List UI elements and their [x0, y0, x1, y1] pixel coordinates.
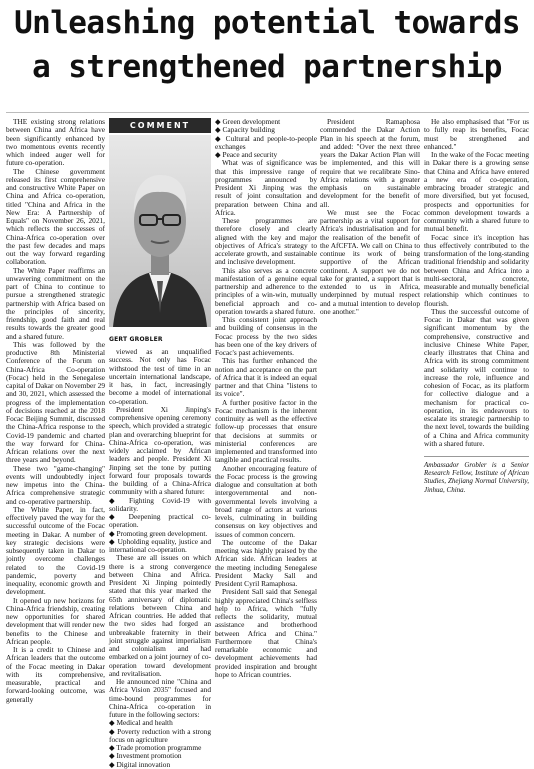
- bullet-item: ◆ Cultural and people-to-people exchanges: [215, 133, 317, 151]
- paragraph: President Ramaphosa commended the Dakar Action Plan in his speech at the forum, and added: "Over the next three years the Dakar Action Plan will be implemented, and this will require that we recalibrate Sino-Africa relations with a greater emphasis on sustainable development for the benefit of all.: [320, 117, 420, 209]
- paragraph: This was followed by the productive 8th Ministerial Conference of the Forum on China-Africa Co-operation (Focac) held in the Senegalese capital of Dakar on November 29 and 30, 2021, which assessed the progress of the implementation of decisions reached at the 2018 Focac Beijing Summit, discussed the China-Africa response to the Covid-19 pandemic and charted the way forward for China-African relations over the next three years and beyond.: [6, 339, 105, 465]
- paragraph: This also serves as a concrete manifestation of a genuine equal partnership and adherence to the principles of a win-win, mutually beneficial approach and co-operation towards a shared future.: [215, 265, 317, 316]
- bullet-item: ◆ Promoting green development.: [109, 528, 208, 538]
- paragraph: The outcome of the Dakar meeting was highly praised by the African side. African leaders at the meeting including Senegalese President Macky Sall and President Cyril Ramaphosa.: [215, 537, 317, 588]
- bullet-item: ◆ Poverty reduction with a strong focus on agriculture: [109, 726, 211, 744]
- divider: [6, 112, 529, 113]
- article-column-5: [424, 118, 529, 494]
- paragraph: President Xi Jinping's comprehensive opening ceremony speech, which provided a strategic plan and overarching blueprint for China-Africa co-operation, was widely acclaimed by African leaders and people. President Xi Jinping set the tone by putting forward four proposals towards the building of a China-Africa community with a shared future:: [109, 404, 211, 497]
- comment-label: COMMENT: [109, 118, 211, 133]
- paragraph: We must see the Focac partnership as a vital support for Africa's industrialisation and for the realisation of the benefit of the AfCFTA. We call on China to continue its work of being supportive of the African continent. A support we do not take for granted, a support that is extended to us in Africa, underpinned by mutual respect and a mutual intention to develop one another.": [320, 207, 420, 316]
- paragraph: He announced nine "China and Africa Vision 2035" focused and time-bound programmes for China-Africa co-operation in future in the following sectors:: [109, 677, 211, 719]
- paragraph: What was of significance was that this impressive range of programmes announced by President Xi Jinping was the result of joint consultation and preparation between China and Africa.: [215, 158, 317, 217]
- article-column-3: [215, 117, 317, 679]
- paragraph: The White Paper reaffirms an unwavering commitment on the part of China to continue to pursue a strengthened strategic partnership with Africa based on the principles of sincerity, friendship, good faith and real results towards the greater good and a shared future.: [6, 265, 105, 341]
- article-column-4: [320, 118, 420, 316]
- paragraph: Thus the successful outcome of Focac in Dakar that was given significant momentum by the comprehensive, constructive and inclusive Chinese White Paper, clearly illustrates that China and Africa with its strong commitment and solidarity will continue to increase the role, influence and cohesion of Focac, as its platform for collective dialogue and a mechanism for practical co-operation, in its endeavours to escalate its strategic partnership to the next level, towards the building of a China and Africa community with a shared future.: [424, 306, 529, 448]
- bullet-item: ◆ Green development: [215, 117, 281, 126]
- bullet-item: ◆ Investment promotion: [109, 751, 182, 761]
- paragraph: In the wake of the Focac meeting in Dakar there is a growing sense that China and Africa have entered a new era of co-operation, embracing broader strategic and more diversified, but yet focused, prospects and opportunities for common development towards a community with a shared future to mutual benefit.: [424, 150, 529, 234]
- bullet-item: ◆ Trade promotion programme: [109, 743, 202, 752]
- paragraph: The Chinese government released its first comprehensive and constructive White Paper on China and Africa co-operation, titled "China and Africa in the New Era: A Partnership of Equals" on November 26, 2021, which reflects the successes of China-Africa co-operation over the past few decades and maps out the way forward regarding collaboration.: [6, 166, 105, 267]
- byline: GERT GROBLER: [109, 336, 163, 343]
- paragraph: These programmes are therefore closely and clearly aligned with the key and major objectives of Africa's strategy to accelerate growth, and sustainable and inclusive development.: [215, 216, 317, 267]
- bullet-item: ◆ Fighting Covid-19 with solidarity.: [109, 495, 211, 513]
- bullet-item: ◆ Medical and health: [109, 718, 173, 728]
- headline-line-1: Unleashing potential towards: [14, 5, 520, 41]
- paragraph: These two "game-changing" events will undoubtedly inject new impetus into the China-Africa comprehensive strategic and co-operative partnership.: [6, 463, 105, 506]
- article-column-1: [6, 117, 105, 704]
- bullet-item: ◆ Deepening practical co-operation.: [109, 512, 211, 530]
- headline-line-2: a strengthened partnership: [32, 49, 502, 85]
- author-note: [424, 456, 529, 494]
- paragraph: The White Paper, in fact, effectively paved the way for the successful outcome of the Focac meeting in Dakar. A number of key strategic decisions were subsequently taken in Dakar to jointly overcome challenges related to the Covid-19 pandemic, poverty and inequality, economic growth and development.: [6, 504, 105, 597]
- paragraph: A further positive factor in the Focac mechanism is the inherent continuity as well as the effective follow-up processes that ensure that decisions at summits or ministerial conferences are implemented and transformed into tangible and practical results.: [215, 397, 317, 465]
- paragraph: THE existing strong relations between China and Africa have been significantly enhanced by two momentous events recently which indeed auger well for future co-operation.: [6, 117, 105, 168]
- paragraph: These are all issues on which there is a strong convergence between China and Africa. President Xi Jinping pointedly stated that this year marked the 65th anniversary of diplomatic relations between China and African countries. He added that the two sides had forged an unbreakable fraternity in their joint struggle against imperialism and colonialism and had embarked on a joint journey of co-operation toward development and revitalisation.: [109, 553, 211, 678]
- bullet-item: ◆ Upholding equality, justice and international co-operation.: [109, 536, 211, 554]
- paragraph: He also emphasised that "For us to fully reap its benefits, Focac must be strengthened and enhanced.": [424, 117, 529, 151]
- paragraph: It opened up new horizons for China-Africa friendship, creating new opportunities for shared development that will render new benefits to the Chinese and African people.: [6, 595, 105, 646]
- paragraph: This consistent joint approach and building of consensus in the Focac process by the two sides has been one of the key drivers of Focac's past achievements.: [215, 315, 317, 357]
- bullet-item: ◆ Capacity building: [215, 125, 275, 135]
- bullet-item: ◆ Peace and security: [215, 150, 278, 159]
- author-note-text: Ambassador Grobler is a Senior Research Fellow, Institute of African Studies, Zhejiang Normal University, Jinhua, China.: [424, 461, 529, 494]
- headline: [0, 0, 534, 112]
- comment-box: [109, 118, 211, 344]
- bullet-item: ◆ Digital innovation: [109, 759, 171, 769]
- author-photo: [109, 135, 211, 327]
- article-column-2: [109, 347, 211, 769]
- paragraph: This has further enhanced the notion and acceptance on the part of Africa that it is indeed an equal partner and that China "listens to its voice".: [215, 356, 317, 399]
- paragraph: viewed as an unqualified success. Not only has Focac withstood the test of time in an uncertain international landscape, it has, in fact, increasingly become a model of international co-operation.: [109, 347, 211, 406]
- paragraph: It is a credit to Chinese and African leaders that the outcome of the Focac meeting in Dakar with its comprehensive, measurable, practical and forward-looking outcome, was generally: [6, 645, 105, 704]
- paragraph: Focac since it's inception has thus effectively contributed to the transformation of the long-standing traditional friendship and solidarity between China and Africa into a multi-sectoral, concrete, measurable and mutually beneficial relationship which continues to flourish.: [424, 232, 529, 308]
- paragraph: President Sall said that Senegal highly appreciated China's selfless help to Africa, which "fully reflects the solidarity, mutual assistance and brotherhood between Africa and China." Furthermore that China's remarkable economic and development achievements had provided inspiration and brought hope to African countries.: [215, 587, 317, 679]
- paragraph: Another encouraging feature of the Focac process is the growing dialogue and consultation at both intergovernmental and non-governmental levels involving a broad range of actors at various levels, culminating in building consensus on key objectives and issues of common concern.: [215, 463, 317, 539]
